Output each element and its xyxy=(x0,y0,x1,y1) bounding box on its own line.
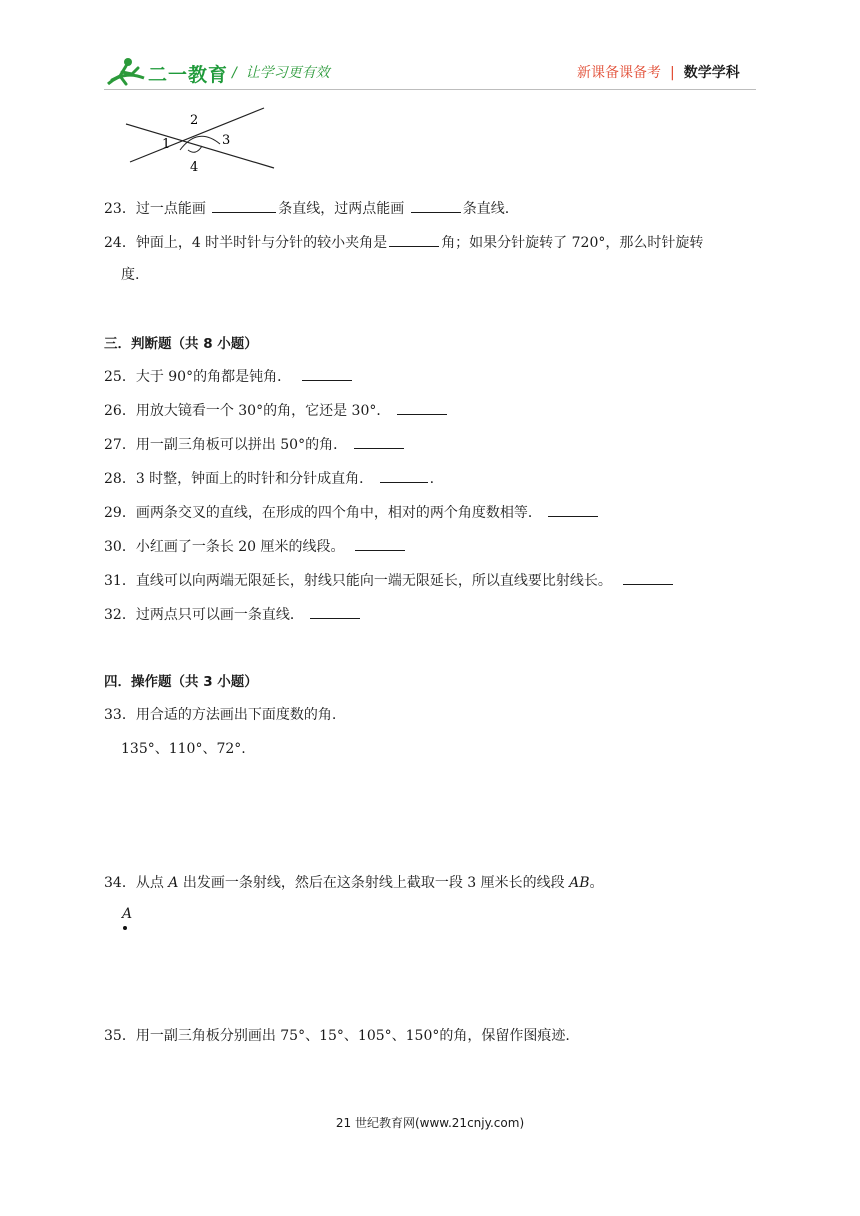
logo-text: 二一教育 xyxy=(148,64,229,86)
intersecting-lines-figure xyxy=(122,104,282,176)
question-34: 34．从点 A 出发画一条射线，然后在这条射线上截取一段 3 厘米长的线段 AB。 xyxy=(104,875,604,891)
answer-blank[interactable] xyxy=(354,434,404,449)
section-3-title: 三．判断题（共 8 小题） xyxy=(104,336,258,352)
question-31: 31．直线可以向两端无限延长，射线只能向一端无限延长，所以直线要比射线长。 xyxy=(104,570,675,590)
question-35: 35．用一副三角板分别画出 75°、15°、105°、150°的角，保留作图痕迹. xyxy=(104,1028,570,1044)
answer-blank[interactable] xyxy=(380,468,428,483)
header-right xyxy=(577,62,740,82)
point-a-dot[interactable] xyxy=(123,926,127,930)
question-24-cont: 度. xyxy=(121,267,140,283)
point-a-label: A xyxy=(122,906,133,922)
answer-blank[interactable] xyxy=(389,232,439,247)
answer-blank[interactable] xyxy=(548,502,598,517)
header-subject-label: 数学学科 xyxy=(683,65,740,81)
answer-blank[interactable] xyxy=(302,366,352,381)
answer-blank[interactable] xyxy=(411,198,461,213)
question-26: 26．用放大镜看一个 30°的角，它还是 30°． xyxy=(104,400,449,420)
question-29: 29．画两条交叉的直线，在形成的四个角中，相对的两个角度数相等． xyxy=(104,502,600,522)
header-divider xyxy=(104,89,756,90)
angle-label-3: 3 xyxy=(222,133,231,148)
page-footer: 21 世纪教育网(www.21cnjy.com) xyxy=(335,1116,525,1130)
question-33: 33．用合适的方法画出下面度数的角. xyxy=(104,707,337,723)
question-33-angles: 135°、110°、72°. xyxy=(121,741,246,757)
question-24: 24．钟面上，4 时半时针与分针的较小夹角是 角；如果分针旋转了 720°，那么时针旋转 xyxy=(104,232,703,252)
question-23: 23．过一点能画 条直线，过两点能画 条直线. xyxy=(104,198,509,218)
header-slogan: / 让学习更有效 xyxy=(232,65,330,81)
header-course-label: 新课备课备考 xyxy=(577,65,661,81)
angle-label-1: 1 xyxy=(162,137,171,152)
angle-label-4: 4 xyxy=(190,160,199,175)
answer-blank[interactable] xyxy=(397,400,447,415)
section-4-title: 四．操作题（共 3 小题） xyxy=(104,674,258,690)
answer-blank[interactable] xyxy=(310,604,360,619)
angle-label-2: 2 xyxy=(190,113,199,128)
answer-blank[interactable] xyxy=(623,570,673,585)
header-separator: | xyxy=(670,65,675,81)
question-27: 27．用一副三角板可以拼出 50°的角． xyxy=(104,434,406,454)
question-30: 30．小红画了一条长 20 厘米的线段。 xyxy=(104,536,407,556)
question-32: 32．过两点只可以画一条直线． xyxy=(104,604,362,624)
answer-blank[interactable] xyxy=(355,536,405,551)
question-28: 28．3 时整，钟面上的时针和分针成直角． . xyxy=(104,468,434,488)
answer-blank[interactable] xyxy=(212,198,276,213)
question-25: 25．大于 90°的角都是钝角． xyxy=(104,366,354,386)
